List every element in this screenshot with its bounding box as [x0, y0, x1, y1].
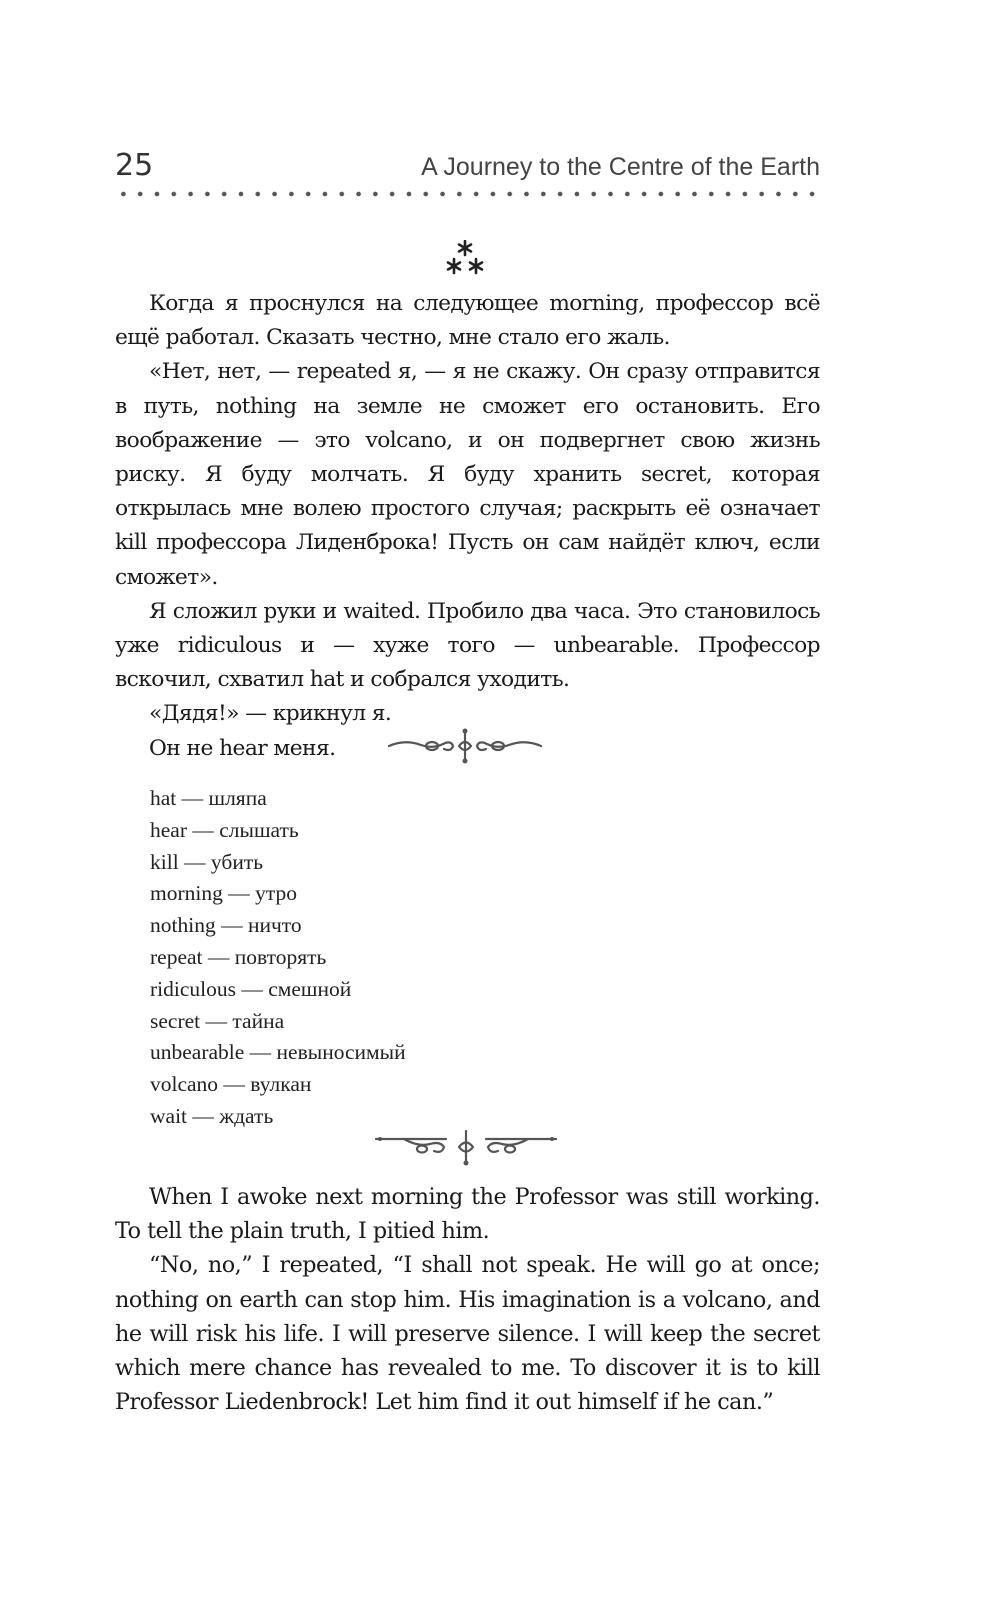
vocab-item: unbearable — невыносимый: [150, 1040, 406, 1065]
vocab-item: repeat — повторять: [150, 944, 327, 969]
english-text: [115, 1180, 820, 1419]
paragraph: Я сложил руки и waited. Пробило два часа. Это становилось уже ridiculous и — хуже того — unbearable. Профессор вскочил, схватил hat и собрался уходить.: [115, 598, 820, 693]
page-number: 25: [115, 148, 154, 183]
running-title: A Journey to the Centre of the Earth: [421, 153, 820, 181]
vocabulary-list: [150, 783, 550, 1133]
paragraph: Когда я проснулся на следующее morning, профессор всё ещё работал. Сказать честно, мне стало его жаль.: [115, 291, 820, 351]
paragraph: «Нет, нет, — repeated я, — я не скажу. Он сразу отправится в путь, nothing на земле не сможет его остановить. Его воображение — это volcano, и он подвергнет свою жизнь риску. Я буду молчать. Я буду хранить secret, которая открылась мне волею простого случая; раскрыть её означает kill профессора Лиденброка! Пусть он сам найдёт ключ, если сможет».: [115, 359, 820, 590]
vocab-item: morning — утро: [150, 881, 298, 906]
paragraph: «Дядя!» — крикнул я.: [149, 701, 392, 727]
vocab-item: kill — убить: [150, 849, 264, 874]
vocab-item: hat — шляпа: [150, 786, 267, 810]
page-header: [115, 148, 820, 188]
vocab-item: secret — тайна: [150, 1008, 285, 1033]
vocab-item: ridiculous — смешной: [150, 976, 352, 1001]
dotted-divider: [115, 190, 820, 198]
paragraph: When I awoke next morning the Professor was still working. To tell the plain truth, I pitied him.: [115, 1184, 820, 1245]
vocab-item: volcano — вулкан: [150, 1072, 312, 1097]
vocab-item: wait — ждать: [150, 1103, 274, 1128]
russian-text: [115, 287, 820, 766]
paragraph: “No, no,” I repeated, “I shall not speak. He will go at once; nothing on earth can stop him. His imagination is a volcano, and he will risk his life. I will preserve silence. I will keep the secret which mere chance has revealed to me. To discover it is to kill Professor Liedenbrock! Let him find it out himself if he can.”: [115, 1252, 820, 1416]
vocab-item: hear — слышать: [150, 817, 299, 842]
paragraph: Он не hear меня.: [149, 735, 336, 761]
asterism-icon: [445, 240, 485, 276]
scroll-ornament-icon: [385, 726, 545, 766]
vocab-item: nothing — ничто: [150, 913, 302, 938]
scroll-ornament-icon: [374, 1127, 558, 1167]
